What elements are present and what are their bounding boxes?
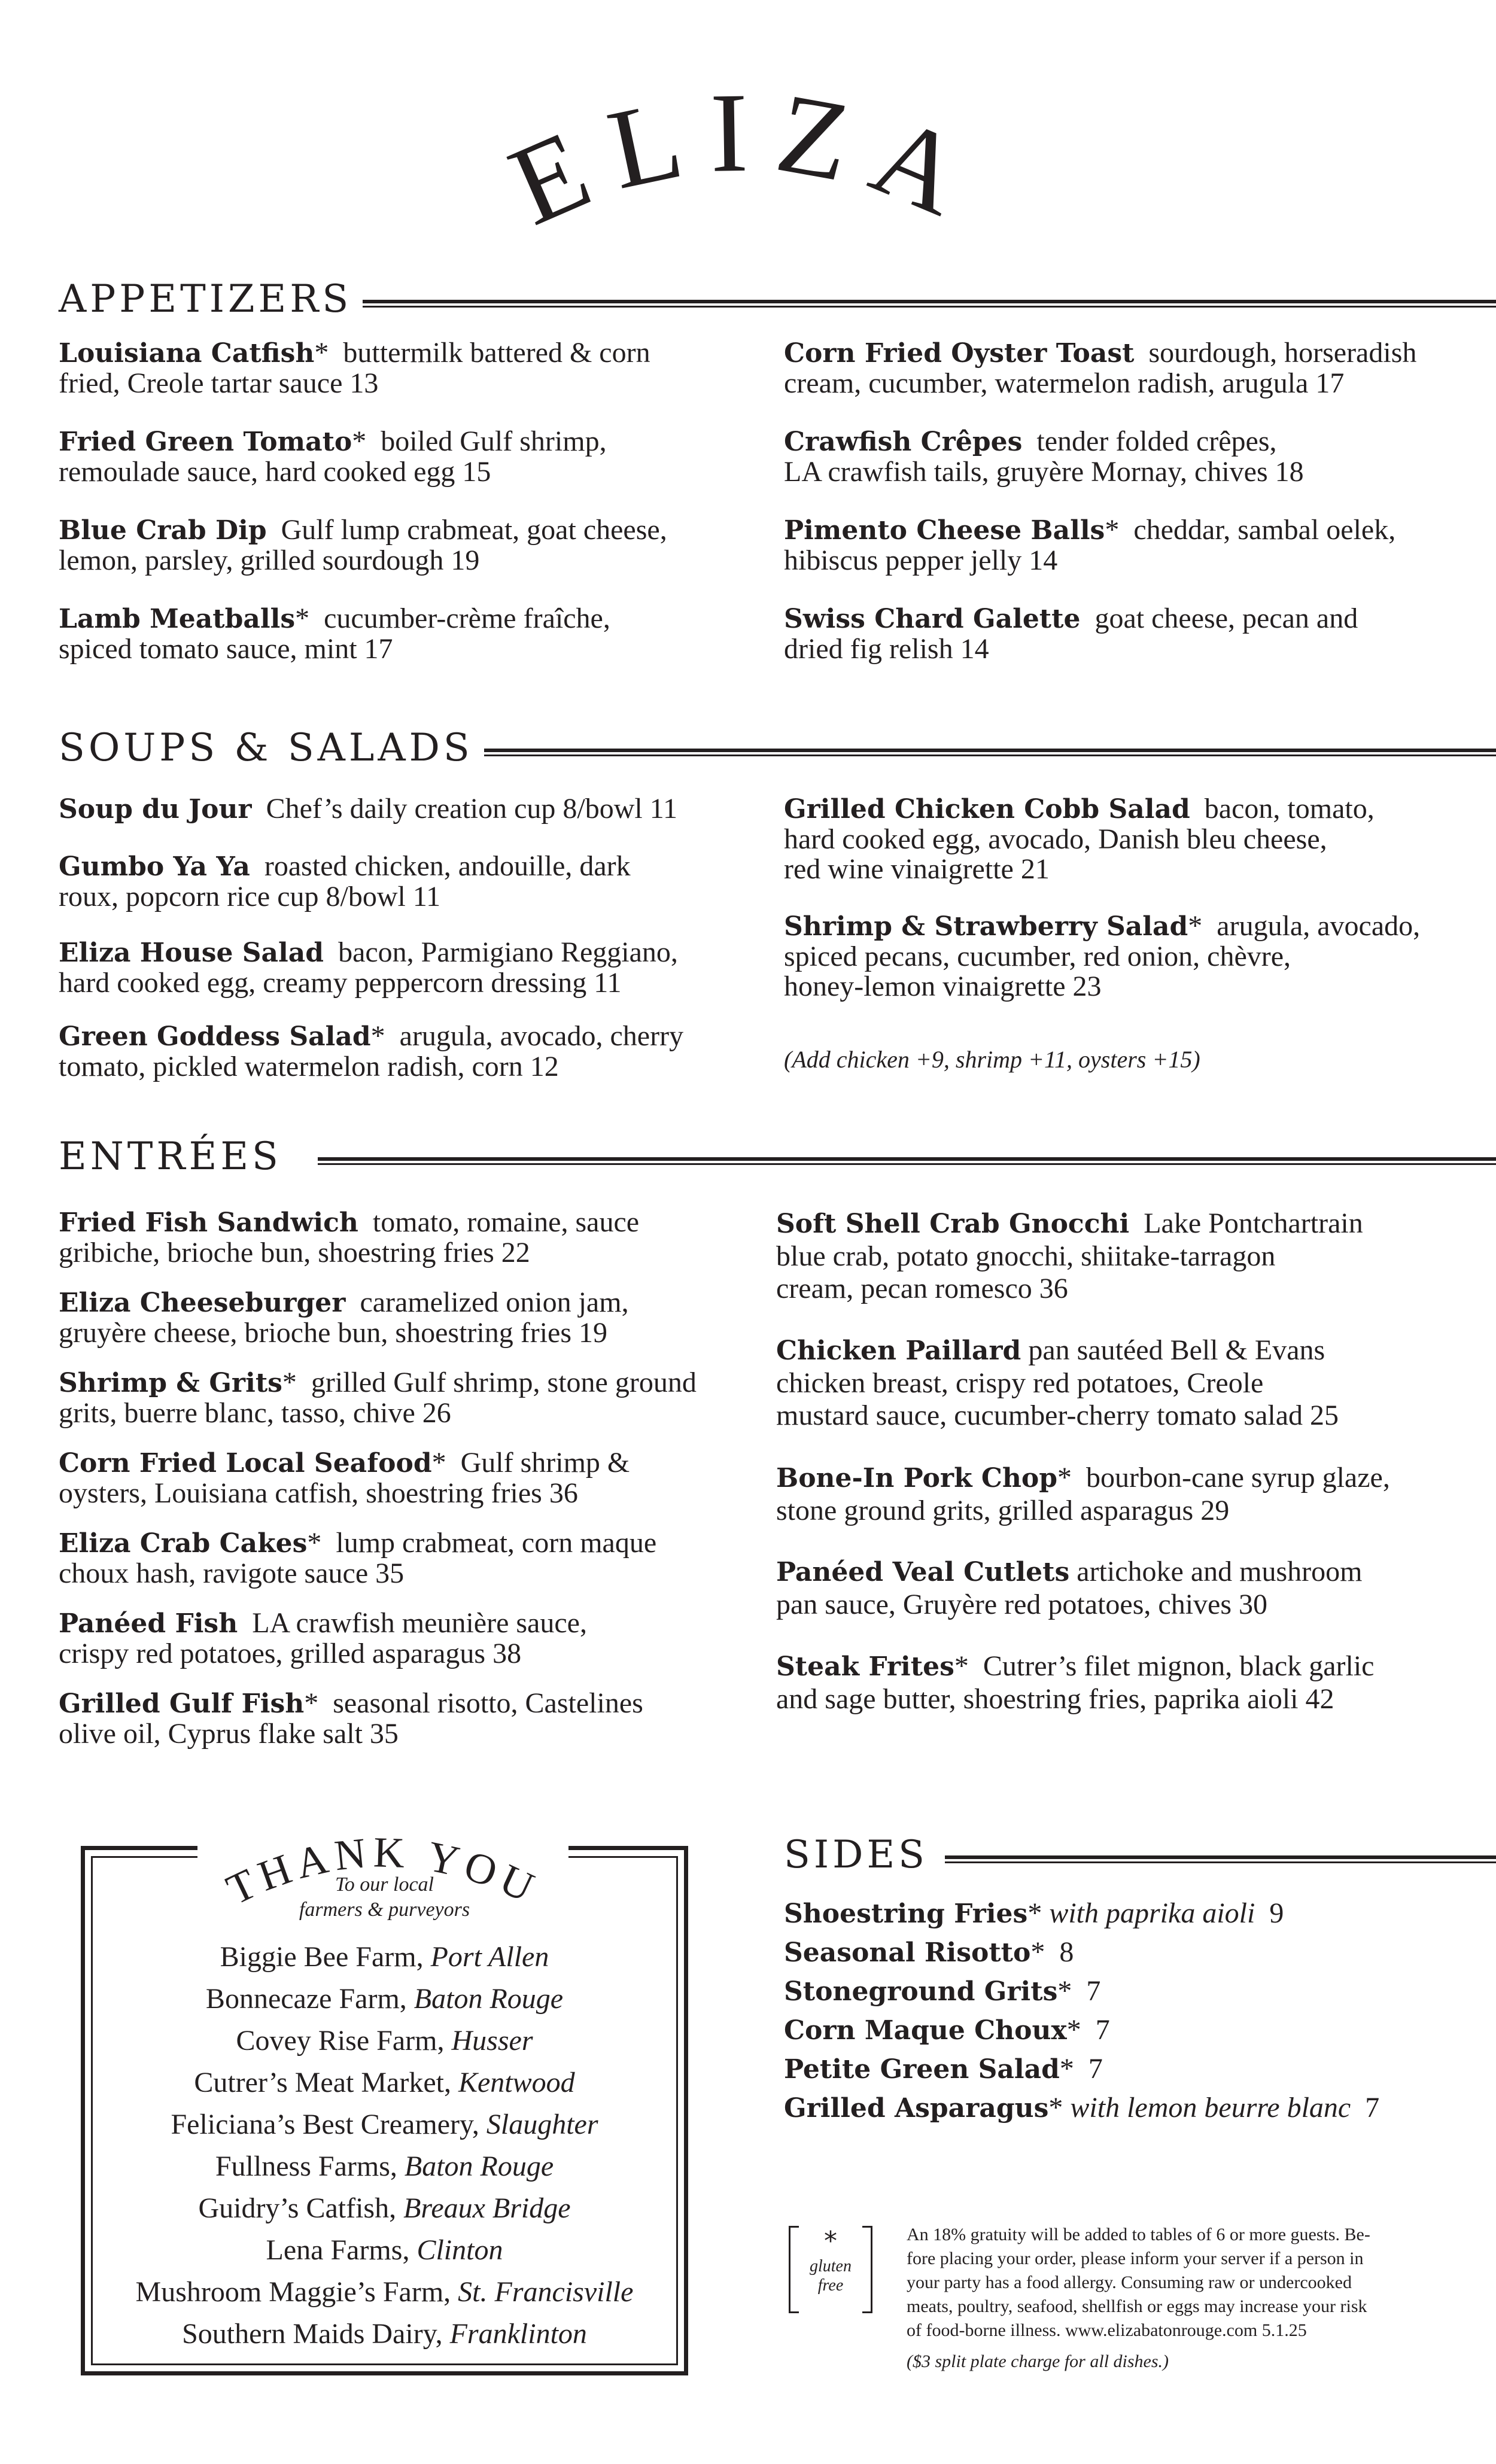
menu-item: Panéed Veal Cutlets artichoke and mushroom pan sauce, Gruyère red potatoes, chives 30	[776, 1556, 1363, 1620]
title-text: ELIZA	[492, 78, 1002, 250]
section-rule	[363, 300, 1496, 308]
side-item: Shoestring Fries* with paprika aioli 9	[784, 1897, 1284, 1929]
entrees-heading	[59, 1136, 1496, 1178]
menu-item: Chicken Paillard pan sautéed Bell & Evans chicken breast, crispy red potatoes, Creole mustard sauce, cucumber-cherry tomato salad 25	[776, 1334, 1339, 1431]
side-item: Seasonal Risotto* 8	[784, 1936, 1074, 1968]
thank-you-text: THANK YOU	[219, 1828, 547, 1914]
menu-item: Gumbo Ya Ya roasted chicken, andouille, dark roux, popcorn rice cup 8/bowl 11	[59, 850, 631, 912]
side-item: Corn Maque Choux* 7	[784, 2014, 1110, 2046]
menu-item: Swiss Chard Galette goat cheese, pecan and dried fig relish 14	[784, 603, 1358, 665]
section-rule	[945, 1855, 1496, 1864]
menu-item: Eliza House Salad bacon, Parmigiano Reggiano, hard cooked egg, creamy peppercorn dressing 11	[59, 936, 678, 999]
menu-item: Soup du Jour Chef’s daily creation cup 8/bowl 11	[59, 793, 677, 825]
menu-item: Louisiana Catfish* buttermilk battered & corn fried, Creole tartar sauce 13	[59, 337, 650, 399]
menu-item: Fried Green Tomato* boiled Gulf shrimp, remoulade sauce, hard cooked egg 15	[59, 425, 607, 488]
menu-item: Shrimp & Grits* grilled Gulf shrimp, stone ground grits, buerre blanc, tasso, chive 26	[59, 1367, 697, 1429]
side-item: Grilled Asparagus* with lemon beurre blanc 7	[784, 2092, 1380, 2124]
gluten-free-legend	[789, 2226, 872, 2310]
menu-item: Pimento Cheese Balls* cheddar, sambal oelek, hibiscus pepper jelly 14	[784, 514, 1396, 576]
restaurant-title	[479, 78, 1017, 257]
menu-item: Eliza Cheeseburger caramelized onion jam, gruyère cheese, brioche bun, shoestring fries 19	[59, 1286, 629, 1349]
menu-item: Grilled Chicken Cobb Salad bacon, tomato, hard cooked egg, avocado, Danish bleu cheese, red wine vinaigrette 21	[784, 793, 1375, 885]
section-rule	[484, 749, 1496, 757]
menu-item: Soft Shell Crab Gnocchi Lake Pontchartrain blue crab, potato gnocchi, shiitake-tarragon cream, pecan romesco 36	[776, 1207, 1363, 1304]
section-title: SIDES	[784, 1833, 928, 1877]
menu-item: Fried Fish Sandwich tomato, romaine, sauce gribiche, brioche bun, shoestring fries 22	[59, 1206, 640, 1268]
farm-item: Lena Farms, Clinton	[266, 2234, 503, 2266]
menu-item: Eliza Crab Cakes* lump crabmeat, corn maque choux hash, ravigote sauce 35	[59, 1527, 657, 1589]
menu-item: Panéed Fish LA crawfish meunière sauce, crispy red potatoes, grilled asparagus 38	[59, 1607, 587, 1669]
menu-item: Bone-In Pork Chop* bourbon-cane syrup glaze, stone ground grits, grilled asparagus 29	[776, 1462, 1390, 1526]
menu-item: Crawfish Crêpes tender folded crêpes, LA crawfish tails, gruyère Mornay, chives 18	[784, 425, 1304, 488]
section-title: SOUPS & SALADS	[59, 726, 473, 770]
sides-heading	[784, 1834, 1496, 1876]
farm-item: Fullness Farms, Baton Rouge	[215, 2150, 554, 2182]
section-title: APPETIZERS	[59, 277, 352, 321]
disclaimer-text: An 18% gratuity will be added to tables of 6 or more guests. Be- fore placing your order, please inform your server if a person in your party has a food allergy. Consuming raw or undercooked meats, poultry, seafood, shellfish or eggs may increase your risk of food-borne illness. www.elizabatonrouge.com 5.1.25	[907, 2225, 1370, 2340]
menu-item: Corn Fried Oyster Toast sourdough, horseradish cream, cucumber, watermelon radish, arugula 17	[784, 337, 1417, 399]
farm-item: Biggie Bee Farm, Port Allen	[220, 1941, 549, 1973]
section-rule	[318, 1157, 1496, 1166]
side-item: Petite Green Salad* 7	[784, 2053, 1103, 2085]
menu-item: Corn Fried Local Seafood* Gulf shrimp & oysters, Louisiana catfish, shoestring fries 36	[59, 1447, 630, 1509]
asterisk-icon: *	[824, 2226, 837, 2256]
split-plate-note: ($3 split plate charge for all dishes.)	[907, 2352, 1169, 2371]
addons-note: (Add chicken +9, shrimp +11, oysters +15)	[784, 1046, 1200, 1073]
farm-item: Covey Rise Farm, Husser	[236, 2025, 533, 2057]
thank-you-subtitle: farmers & purveyors	[299, 1899, 470, 1921]
section-title: ENTRÉES	[59, 1134, 282, 1179]
farm-item: Cutrer’s Meat Market, Kentwood	[194, 2067, 575, 2098]
menu-item: Blue Crab Dip Gulf lump crabmeat, goat cheese, lemon, parsley, grilled sourdough 19	[59, 514, 667, 576]
menu-item: Shrimp & Strawberry Salad* arugula, avocado, spiced pecans, cucumber, red onion, chèvre, honey-lemon vinaigrette 23	[784, 910, 1421, 1002]
farm-item: Mushroom Maggie’s Farm, St. Francisville	[135, 2276, 634, 2308]
menu-item: Green Goddess Salad* arugula, avocado, cherry tomato, pickled watermelon radish, corn 12	[59, 1020, 684, 1082]
farm-item: Feliciana’s Best Creamery, Slaughter	[171, 2109, 598, 2140]
farm-item: Southern Maids Dairy, Franklinton	[182, 2318, 587, 2350]
menu-item: Steak Frites* Cutrer’s filet mignon, black garlic and sage butter, shoestring fries, paprika aioli 42	[776, 1650, 1375, 1715]
farm-item: Guidry’s Catfish, Breaux Bridge	[198, 2192, 571, 2224]
farm-item: Bonnecaze Farm, Baton Rouge	[205, 1983, 564, 2015]
menu-item: Lamb Meatballs* cucumber-crème fraîche, spiced tomato sauce, mint 17	[59, 603, 610, 665]
appetizers-heading	[59, 278, 1496, 320]
soups-heading	[59, 727, 1496, 769]
side-item: Stoneground Grits* 7	[784, 1975, 1101, 2007]
gluten-free-label: gluten free	[810, 2257, 852, 2295]
thank-you-subtitle: To our local	[335, 1873, 434, 1896]
menu-item: Grilled Gulf Fish* seasonal risotto, Castelines olive oil, Cyprus flake salt 35	[59, 1687, 643, 1750]
svg-text:ELIZA	[493, 78, 1002, 250]
